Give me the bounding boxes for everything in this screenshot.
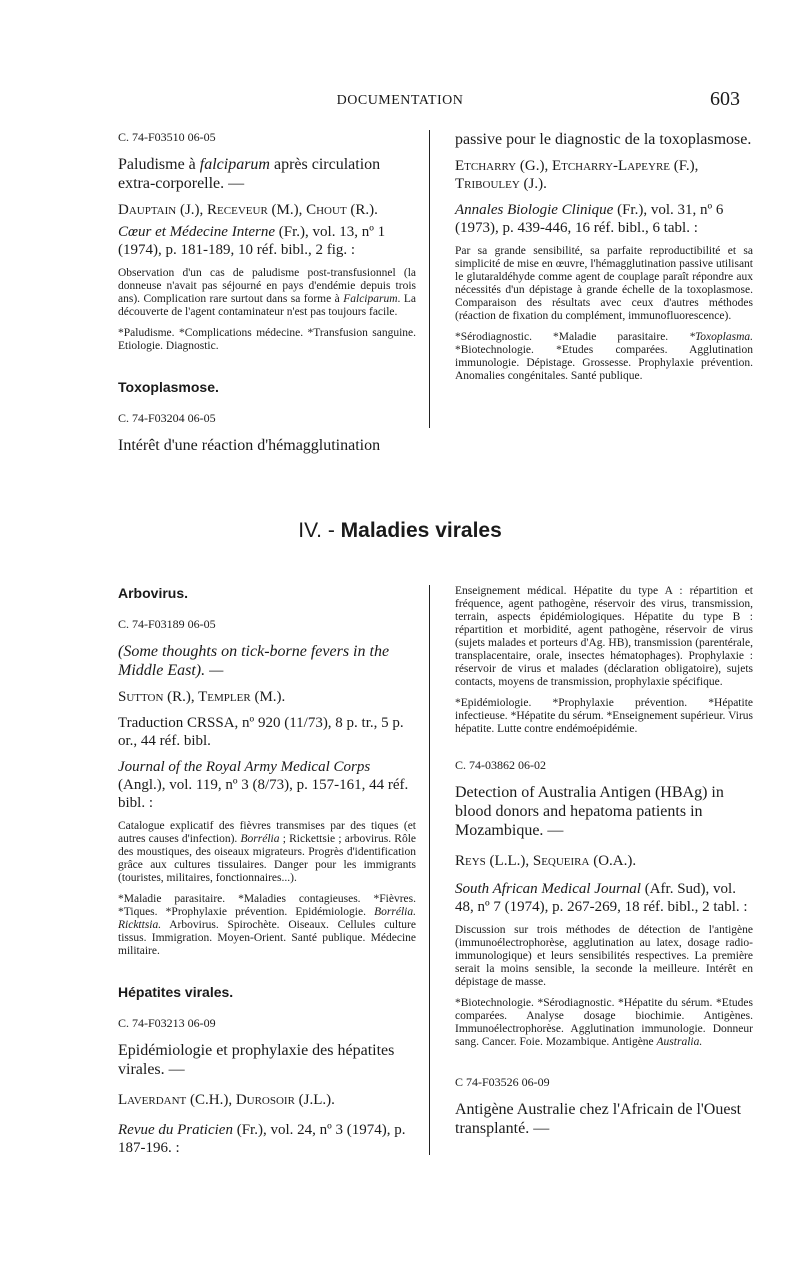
entry-code: C. 74-03862 06-02 (455, 758, 546, 772)
entry-journal: South African Medical Journal (Afr. Sud), vol. 48, nº 7 (1974), p. 267-269, 18 réf. bibl., 2 tabl. : (455, 881, 748, 915)
section-heading: Toxoplasmose. (118, 379, 219, 395)
entry-code: C. 74-F03510 06-05 (118, 130, 216, 144)
chapter-heading: IV. - Maladies virales (298, 519, 502, 542)
entry-code: C. 74-F03204 06-05 (118, 411, 216, 425)
page-number: 603 (710, 88, 740, 110)
entry-title: Antigène Australie chez l'Africain de l'Ouest transplanté. — (455, 1101, 742, 1137)
entry-keywords: *Sérodiagnostic. *Maladie parasitaire. *Toxoplasma. *Biotechnologie. *Etudes comparées. Agglutination immunologie. Dépistage. Grossesse. Prophylaxie prévention. Anomalies congénitales. Santé publique. (455, 331, 753, 382)
entry-journal: Annales Biologie Clinique (Fr.), vol. 31, nº 6 (1973), p. 439-446, 16 réf. bibl., 6 tabl. : (455, 202, 724, 236)
section-heading: Arbovirus. (118, 585, 189, 601)
entry-authors: Dauptain (J.), Receveur (M.), Chout (R.). (118, 202, 378, 218)
column-divider (429, 130, 430, 428)
entry-authors: Laverdant (C.H.), Durosoir (J.L.). (118, 1092, 335, 1108)
entry-abstract: Observation d'un cas de paludisme post-transfusionnel (la donneuse n'avait pas séjourné en pays d'endémie depuis trois ans). Complication rare surtout dans sa forme à Falciparum. La découverte de l'agent contaminateur n'est pas toujours facile. (118, 267, 416, 318)
entry-title: Detection of Australia Antigen (HBAg) in blood donors and hepatoma patients in Mozambique. — (455, 784, 724, 839)
entry-title: (Some thoughts on tick-borne fevers in the Middle East). — (118, 643, 390, 679)
entry-translation: Traduction CRSSA, nº 920 (11/73), 8 p. tr., 5 p. or., 44 réf. bibl. (118, 715, 404, 749)
entry-abstract: Catalogue explicatif des fièvres transmises par des tiques (et autres causes d'infection). Borrélia ; Rickettsie ; arbovirus. Rôle des moustiques, des oiseaux migrateurs. Progrès d'identification grâce aux cultures tissulaires. Danger pour les immigrants (touristes, militaires, fonctionnaires...). (118, 820, 416, 884)
entry-keywords: *Maladie parasitaire. *Maladies contagieuses. *Fièvres. *Tiques. *Prophylaxie prévention. Epidémiologie. Borrélia. Rickttsia. Arbovirus. Spirochète. Oiseaux. Cellules culture tissus. Immigration. Moyen-Orient. Santé publique. Médecine militaire. (118, 893, 416, 957)
entry-journal: Journal of the Royal Army Medical Corps (Angl.), vol. 119, nº 3 (8/73), p. 157-161, 44 réf. bibl. : (118, 759, 409, 811)
running-header-title: DOCUMENTATION (336, 93, 464, 108)
entry-abstract-continued: Enseignement médical. Hépatite du type A : répartition et fréquence, agent pathogène, réservoir des virus, transmission, terrain, aspects épidémiologiques. Hépatite du type B : répartition et morbidité, agent pathogène, réservoir de virus (sujets malades et porteurs d'Ag. HB), transmission (parentérale, transplacentaire, orale, insectes hématophages). Prophylaxie : réservoir de virus et malades (déclaration obligatoire), sujets contacts, moyens de transmission, prophylaxie spécifique. (455, 585, 753, 688)
bottom-right-column (455, 585, 753, 1138)
entry-title-continued: passive pour le diagnostic de la toxoplasmose. (455, 131, 752, 148)
entry-journal: Cœur et Médecine Interne (Fr.), vol. 13, nº 1 (1974), p. 181-189, 10 réf. bibl., 2 fig. : (118, 224, 386, 258)
section-heading: Hépatites virales. (118, 984, 234, 1000)
top-left-column (118, 130, 416, 455)
top-right-column (455, 130, 753, 383)
entry-title: Intérêt d'une réaction d'hémagglutination (118, 437, 381, 454)
entry-code: C 74-F03526 06-09 (455, 1075, 550, 1089)
entry-authors: Sutton (R.), Templer (M.). (118, 689, 286, 705)
entry-keywords: *Paludisme. *Complications médecine. *Transfusion sanguine. Etiologie. Diagnostic. (118, 327, 416, 352)
entry-authors: Reys (L.L.), Sequeira (O.A.). (455, 853, 637, 869)
entry-abstract: Discussion sur trois méthodes de détection de l'antigène (immunoélectrophorèse, agglutination au latex, dosage radio-immunologique) et leurs sensibilités respectives. La première serait la moins sensible, la seconde la meilleure. Intérêt en dépistage de masse. (455, 924, 753, 988)
entry-title: Epidémiologie et prophylaxie des hépatites virales. — (118, 1042, 395, 1078)
entry-code: C. 74-F03213 06-09 (118, 1016, 216, 1030)
entry-title: Paludisme à falciparum après circulation extra-corporelle. — (118, 156, 381, 192)
entry-code: C. 74-F03189 06-05 (118, 617, 216, 631)
entry-authors: Etcharry (G.), Etcharry-Lapeyre (F.), Tribouley (J.). (455, 158, 699, 192)
entry-keywords: *Epidémiologie. *Prophylaxie prévention. *Hépatite infectieuse. *Hépatite du sérum. *Enseignement supérieur. Virus hépatite. Lutte contre endémoépidémie. (455, 697, 753, 735)
column-divider (429, 585, 430, 1155)
entry-abstract: Par sa grande sensibilité, sa parfaite reproductibilité et sa simplicité de mise en œuvre, l'hémagglutination passive utilisant le glutaraldéhyde comme agent de couplage paraît répondre aux nécessités d'un dépistage à grande échelle de la toxoplasmose. Comparaison des résultats avec ceux d'autres méthodes (réaction de fixation du complément, immunofluorescence). (455, 245, 753, 322)
bottom-left-column (118, 585, 416, 1157)
entry-keywords: *Biotechnologie. *Sérodiagnostic. *Hépatite du sérum. *Etudes comparées. Analyse dosage biochimie. Antigènes. Immunoélectrophorèse. Agglutination immunologie. Donneur sang. Cancer. Foie. Mozambique. Antigène Australia. (455, 997, 753, 1048)
entry-journal: Revue du Praticien (Fr.), vol. 24, nº 3 (1974), p. 187-196. : (118, 1122, 406, 1156)
